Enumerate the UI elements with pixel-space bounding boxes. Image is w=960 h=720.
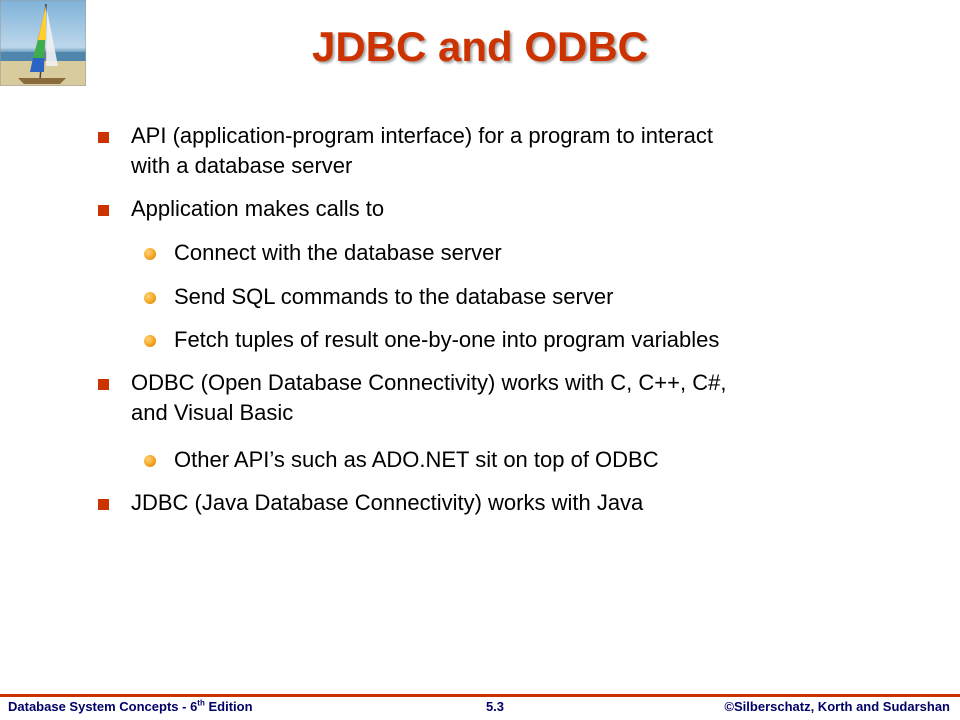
bullet-line: Send SQL commands to the database server xyxy=(174,284,614,309)
bullet-item xyxy=(131,368,851,428)
sub-bullet-item xyxy=(174,282,874,312)
footer-edition-text: Edition xyxy=(204,699,253,714)
bullet-square-icon xyxy=(98,132,109,143)
bullet-line: API (application-program interface) for a program to interact xyxy=(131,123,714,148)
bullet-item xyxy=(131,488,851,518)
sub-bullet-item xyxy=(174,325,874,355)
bullet-dot-icon xyxy=(144,455,156,467)
footer-edition-superscript: th xyxy=(197,698,205,708)
bullet-line: Fetch tuples of result one-by-one into program variables xyxy=(174,327,720,352)
bullet-item xyxy=(131,194,851,224)
bullet-item xyxy=(131,121,851,181)
bullet-line: Other API’s such as ADO.NET sit on top of ODBC xyxy=(174,447,659,472)
sub-bullet-item xyxy=(174,445,874,475)
bullet-line: Application makes calls to xyxy=(131,196,385,221)
bullet-square-icon xyxy=(98,379,109,390)
bullet-line: with a database server xyxy=(131,153,353,178)
bullet-dot-icon xyxy=(144,292,156,304)
bullet-line: ODBC (Open Database Connectivity) works with C, C++, C#, xyxy=(131,370,727,395)
bullet-line: JDBC (Java Database Connectivity) works with Java xyxy=(131,490,644,515)
bullet-square-icon xyxy=(98,205,109,216)
footer-page-number: 5.3 xyxy=(485,699,505,714)
footer-divider xyxy=(0,694,960,697)
bullet-line: and Visual Basic xyxy=(131,400,294,425)
bullet-square-icon xyxy=(98,499,109,510)
slide-title: JDBC and ODBC xyxy=(311,23,649,70)
sub-bullet-item xyxy=(174,238,874,268)
bullet-line: Connect with the database server xyxy=(174,240,502,265)
footer-book-text: Database System Concepts - 6 xyxy=(8,699,198,714)
bullet-dot-icon xyxy=(144,248,156,260)
bullet-dot-icon xyxy=(144,335,156,347)
footer-copyright: ©Silberschatz, Korth and Sudarshan xyxy=(724,699,950,714)
